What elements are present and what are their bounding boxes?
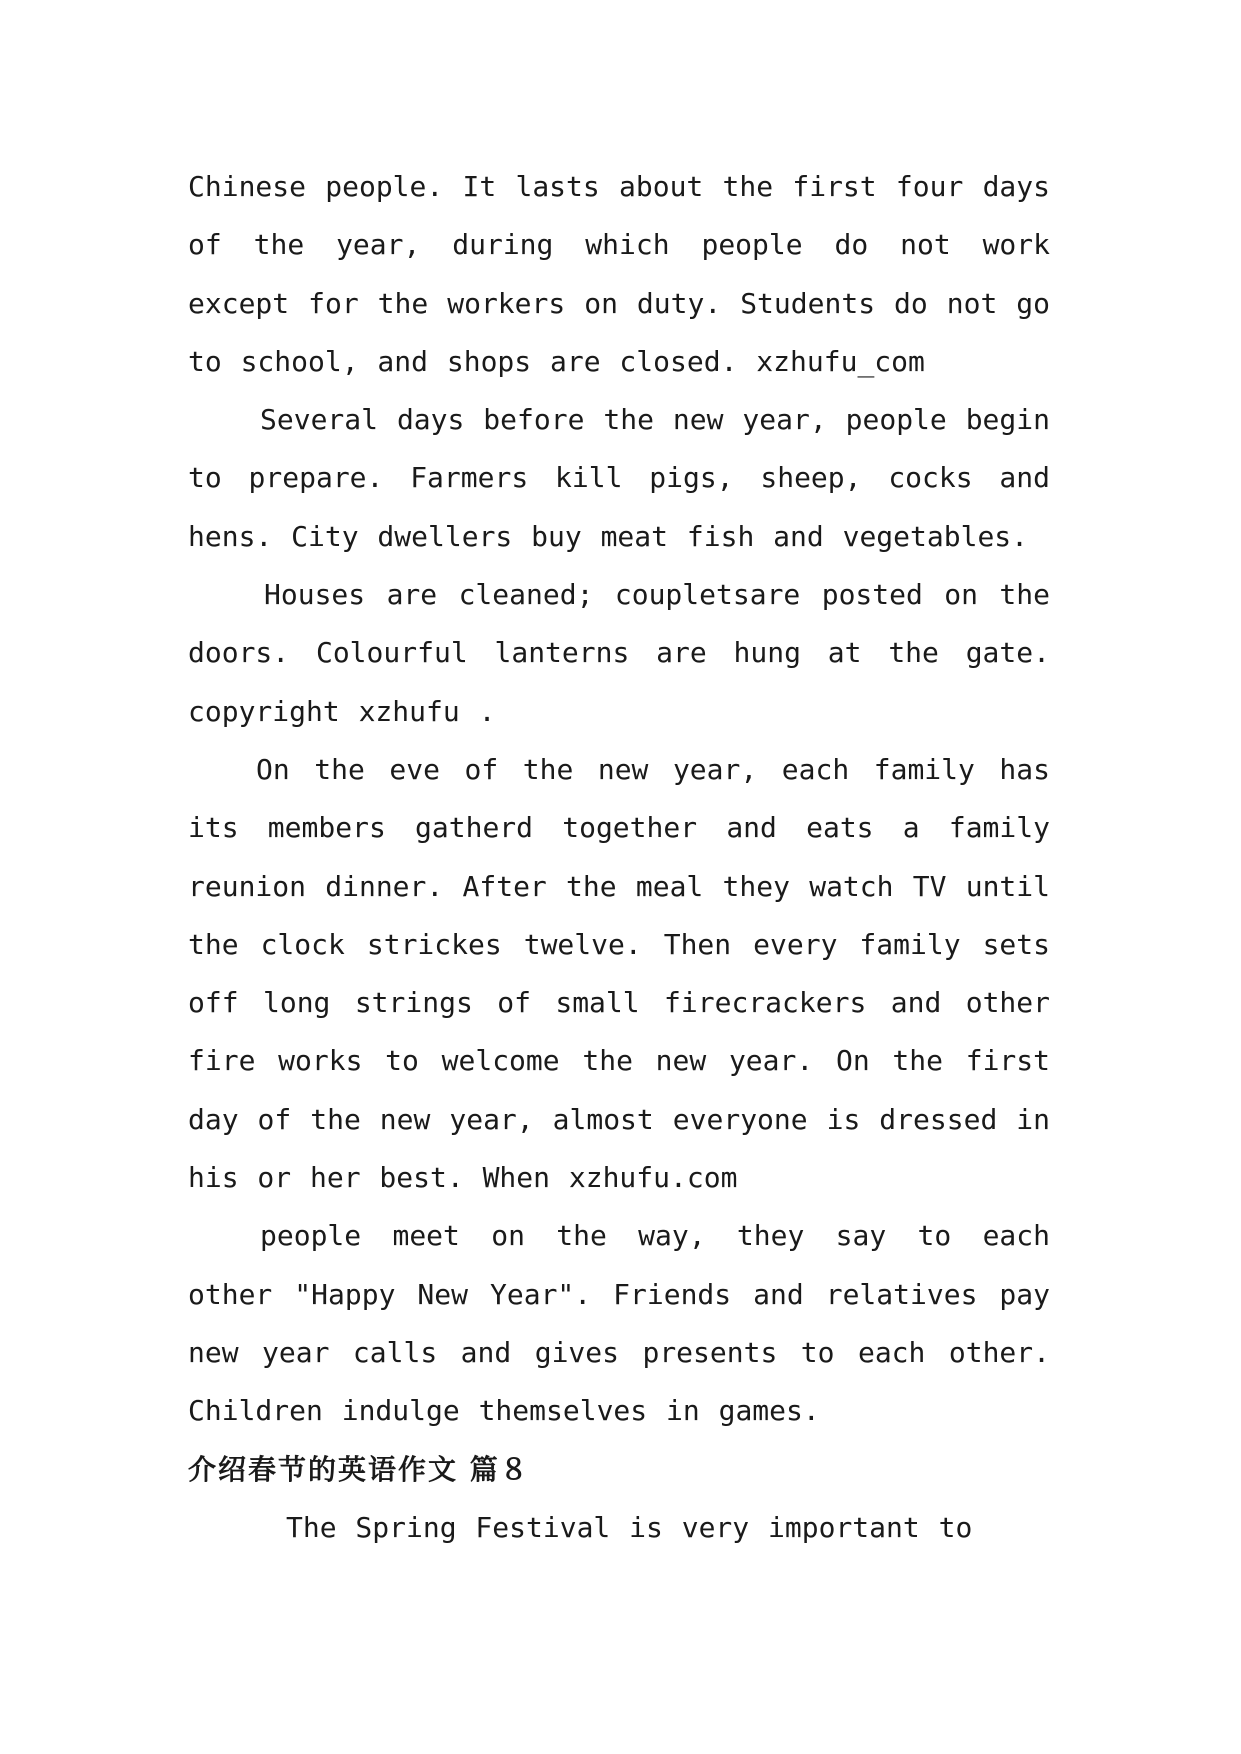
paragraph-2: Several days before the new year, people begin to prepare. Farmers kill pigs, sheep, cocks and hens. City dwellers buy meat fish and vegetables. [188, 403, 1050, 553]
paragraph-4: On the eve of the new year, each family has its members gatherd together and eats a family reunion dinner. After the meal they watch TV until the clock strickes twelve. Then every family sets off long strings of small firecrackers and other fire works to welcome the new year. On the first day of the new year, almost everyone is dressed in his or her best. When xzhufu.com [188, 752, 1050, 1195]
document-body [188, 158, 1050, 1557]
paragraph-5: people meet on the way, they say to each other "Happy New Year". Friends and relatives pay new year calls and gives presents to each other. Children indulge themselves in games. [188, 1219, 1050, 1428]
paragraph-1: Chinese people. It lasts about the first four days of the year, during which people do not work except for the workers on duty. Students do not go to school, and shops are closed. xzhufu_com [188, 170, 1050, 378]
section-heading: 介绍春节的英语作文 篇８ [188, 1452, 530, 1486]
paragraph-3: Houses are cleaned; coupletsare posted on the doors. Colourful lanterns are hung at the gate. copyright xzhufu . [188, 578, 1050, 728]
closing-paragraph: The Spring Festival is very important to [286, 1510, 973, 1544]
